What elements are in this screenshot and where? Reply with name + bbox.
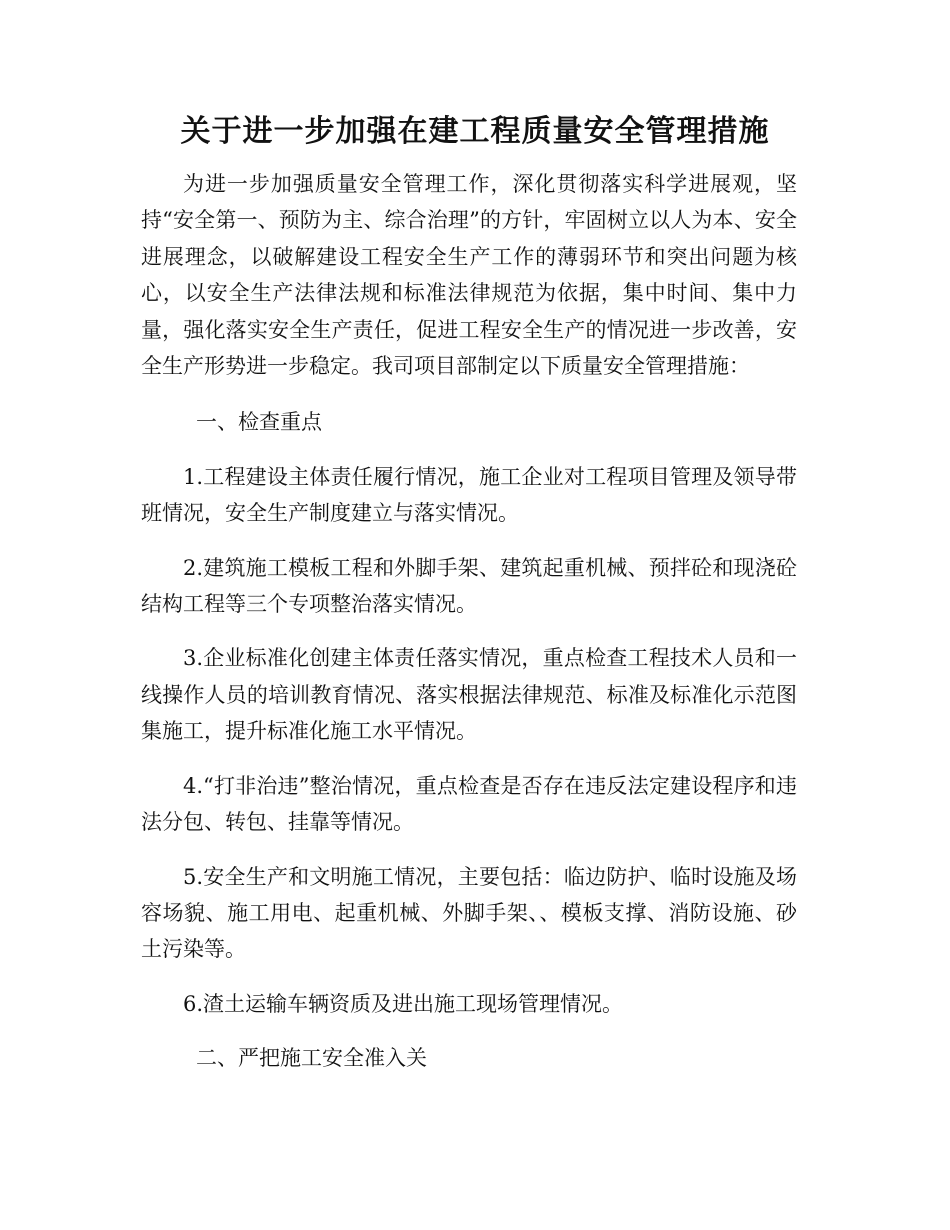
spacer bbox=[141, 384, 797, 404]
list-item: 4.“打非治违”整治情况，重点检查是否存在违反法定建设程序和违法分包、转包、挂靠等情况。 bbox=[141, 773, 797, 835]
list-item: 2.建筑施工模板工程和外脚手架、建筑起重机械、预拌砼和现浇砼结构工程等三个专项整治落实情况。 bbox=[141, 555, 797, 617]
spacer bbox=[141, 968, 797, 986]
spacer bbox=[141, 532, 797, 550]
document-title: 关于进一步加强在建工程质量安全管理措施 bbox=[180, 114, 770, 149]
spacer bbox=[141, 622, 797, 640]
intro-paragraph: 为进一步加强质量安全管理工作，深化贯彻落实科学进展观，坚持“安全第一、预防为主、综合治理”的方针，牢固树立以人为本、安全进展理念，以破解建设工程安全生产工作的薄弱环节和突出问题为核心，以安全生产法律法规和标准法律规范为依据，集中时间、集中力量，强化落实安全生产责任，促进工程安全生产的情况进一步改善，安全生产形势进一步稳定。我司项目部制定以下质量安全管理措施： bbox=[141, 172, 797, 379]
spacer bbox=[141, 841, 797, 859]
spacer bbox=[141, 750, 797, 768]
spacer bbox=[141, 1022, 797, 1040]
list-item: 5.安全生产和文明施工情况，主要包括：临边防护、临时设施及场容场貌、施工用电、起重机械、外脚手架、、模板支撑、消防设施、砂土污染等。 bbox=[141, 864, 797, 962]
section-heading-1: 一、检查重点 bbox=[196, 410, 322, 435]
section-heading-2: 二、严把施工安全准入关 bbox=[196, 1046, 427, 1071]
list-item: 6.渣土运输车辆资质及进出施工现场管理情况。 bbox=[183, 991, 624, 1016]
list-item: 3.企业标准化创建主体责任落实情况，重点检查工程技术人员和一线操作人员的培训教育情况、落实根据法律规范、标准及标准化示范图集施工，提升标准化施工水平情况。 bbox=[141, 646, 797, 744]
document-body bbox=[141, 166, 797, 1077]
spacer bbox=[141, 441, 797, 459]
list-item: 1.工程建设主体责任履行情况，施工企业对工程项目管理及领导带班情况，安全生产制度建立与落实情况。 bbox=[141, 464, 797, 526]
